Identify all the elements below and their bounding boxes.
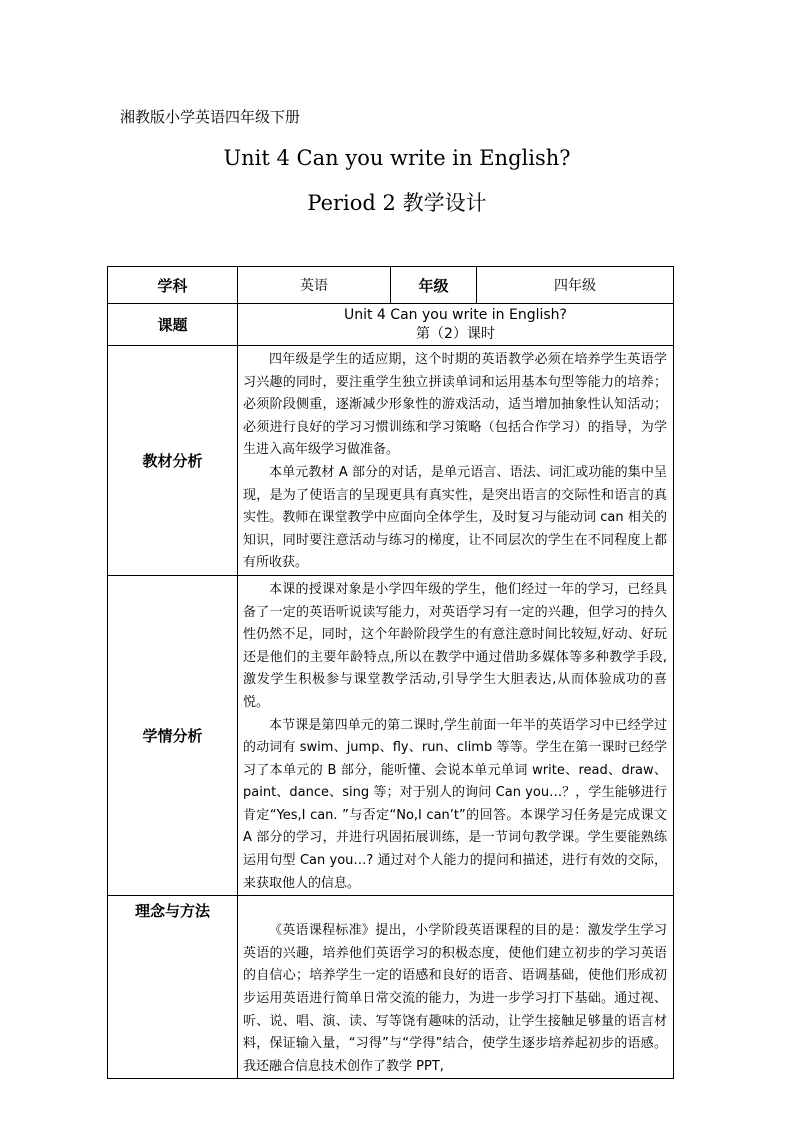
concept-paragraph: 《英语课程标准》提出，小学阶段英语课程的目的是：激发学生学习英语的兴趣，培养他们英语学习的积极态度，使他们建立初步的学习英语的自信心；培养学生一定的语感和良好的语音、语调基础，使他们形成初步运用英语进行简单日常交流的能力，为进一步学习打下基础。通过视、听、说、唱、演、读、写等饶有趣味的活动，让学生接触足够量的语言材料，保证输入量，“习得”与“学得”结合，使学生逐步培养起初步的语感。我还融合信息技术创作了教学 PPT, [243,923,667,1074]
document-subtitle: 湘教版小学英语四年级下册 [120,108,301,126]
material-label: 教材分析 [108,346,238,576]
material-paragraph: 四年级是学生的适应期，这个时期的英语教学必须在培养学生英语学习兴趣的同时，要注重学生独立拼读单词和运用基本句型等能力的培养；必须阶段侧重，逐渐减少形象性的游戏活动，适当增加抽象性认知活动；必须进行良好的学习习惯训练和学习策略（包括合作学习）的指导，为学生进入高年级学习做准备。 [243,352,667,458]
topic-value [238,304,674,346]
concept-content [238,896,674,1079]
material-content [238,346,674,576]
students-paragraph: 本课的授课对象是小学四年级的学生，他们经过一年的学习，已经具备了一定的英语听说读写能力，对英语学习有一定的兴趣，但学习的持久性仍然不足，同时，这个年龄阶段学生的有意注意时间比较短,好动、好玩还是他们的主要年龄特点,所以在教学中通过借助多媒体等多种教学手段,激发学生积极参与课堂教学活动,引导学生大胆表达,从而体验成功的喜悦。 [243,581,667,710]
students-paragraph: 本节课是第四单元的第二课时,学生前面一年半的英语学习中已经学过的动词有 swim、jump、fly、run、climb 等等。学生在第一课时已经学习了本单元的 B 部分，能听懂、会说本单元单词 write、read、draw、paint、dance、sing 等；对于别人的询问 Can you…？，学生能够进行肯定“Yes,I can. ”与否定“No,I can’t”的回答。本课学习任务是完成课文 A 部分的学习，并进行巩固拓展训练，是一节词句教学课。学生要能熟练运用句型 Can you…? 通过对个人能力的提问和描述，进行有效的交际，来获取他人的信息。 [243,717,667,891]
material-paragraph: 本单元教材 A 部分的对话，是单元语言、语法、词汇或功能的集中呈现，是为了使语言的呈现更具有真实性，是突出语言的交际性和语言的真实性。教师在课堂教学中应面向全体学生，及时复习与能动词 can 相关的知识，同时要注意活动与练习的梯度，让不同层次的学生在不同程度上都有所收获。 [243,464,667,571]
subject-label: 学科 [108,267,238,304]
concept-label: 理念与方法 [108,896,238,1079]
material-row [108,346,674,576]
period-title: Period 2 教学设计 [307,191,487,215]
students-row [108,575,674,895]
concept-row [108,896,674,1079]
grade-value: 四年级 [477,267,674,304]
topic-row [108,304,674,346]
students-label: 学情分析 [108,575,238,895]
lesson-plan-table [107,266,674,1079]
topic-label: 课题 [108,304,238,346]
document-title: Unit 4 Can you write in English? [223,146,571,170]
subject-value: 英语 [238,267,391,304]
grade-label: 年级 [391,267,477,304]
topic-line-2: 第（2）课时 [416,325,495,342]
topic-line-1: Unit 4 Can you write in English? [343,306,567,323]
subject-row [108,267,674,304]
students-content [238,575,674,895]
